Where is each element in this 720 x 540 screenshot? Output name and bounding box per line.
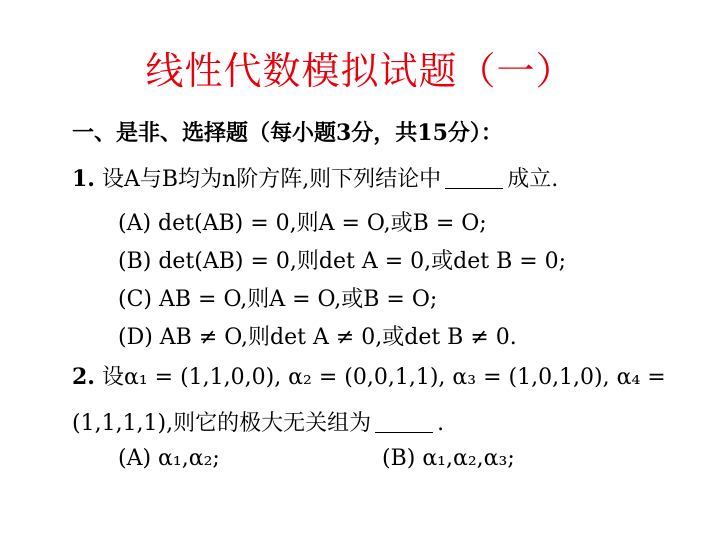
option-a: (A) det(AB) = 0,则A = O,或B = O;: [118, 211, 487, 236]
question-stem: 设α₁ = (1,1,0,0), α₂ = (0,0,1,1), α₃ = (1,0,1,0), α₄ =: [101, 365, 666, 390]
question-2: [72, 360, 666, 391]
option-b: (B) det(AB) = 0,则det A = 0,或det B = 0;: [118, 249, 567, 274]
question-number: 1.: [72, 166, 95, 192]
option-c: (C) AB = O,则A = O,或B = O;: [118, 287, 438, 312]
question-2-continued: [72, 406, 444, 437]
question-stem: (1,1,1,1),则它的极大无关组为: [72, 411, 372, 436]
answer-blank: [375, 414, 433, 433]
question-stem-end: .: [437, 411, 445, 436]
section-heading: 一、是非、选择题（每小题3分，共15分）：: [72, 120, 503, 146]
q2-option-b: (B) α₁,α₂,α₃;: [382, 446, 515, 471]
question-stem-end: 成立.: [507, 167, 559, 192]
question-stem: 设A与B均为n阶方阵,则下列结论中: [101, 167, 442, 192]
question-number: 2.: [72, 364, 95, 390]
answer-blank: [445, 170, 503, 189]
q2-option-a: (A) α₁,α₂;: [118, 446, 220, 471]
question-1: [72, 162, 558, 193]
option-d: (D) AB ≠ O,则det A ≠ 0,或det B ≠ 0.: [118, 325, 517, 350]
page-title: 线性代数模拟试题（一）: [145, 49, 575, 93]
